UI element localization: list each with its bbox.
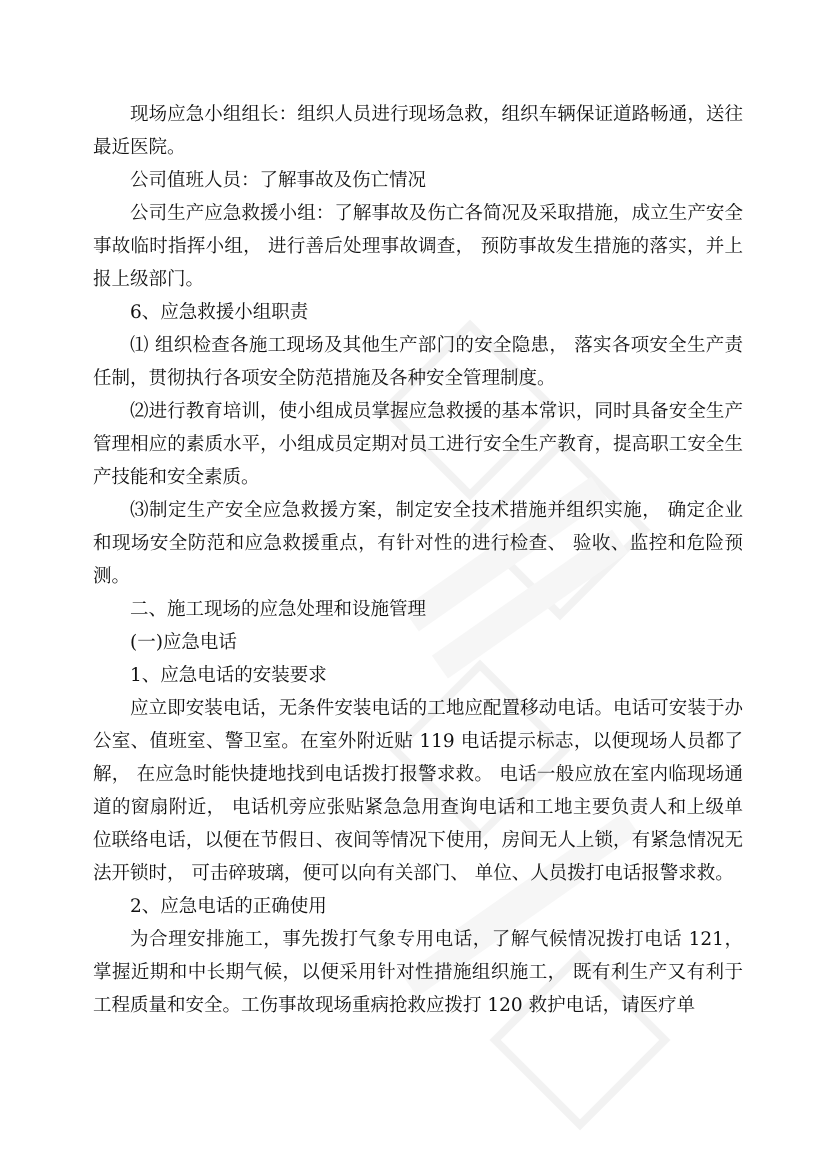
heading-phone-installation: 1、应急电话的安装要求 (130, 665, 327, 686)
heading-site-emergency: 二、施工现场的应急处理和设施管理 (130, 599, 427, 620)
paragraph-duty-1: ⑴ 组织检查各施工现场及其他生产部门的安全隐患， 落实各项安全生产责任制，贯彻执行各项安全防范措施及各种安全管理制度。 (93, 335, 743, 389)
paragraph-site-leader: 现场应急小组组长：组织人员进行现场急救，组织车辆保证道路畅通，送往最近医院。 (93, 104, 743, 158)
paragraph-company-duty: 公司值班人员：了解事故及伤亡情况 (130, 170, 427, 191)
heading-team-duties: 6、应急救援小组职责 (130, 302, 309, 323)
heading-phone-usage: 2、应急电话的正确使用 (130, 896, 327, 917)
paragraph-duty-3: ⑶制定生产安全应急救援方案，制定安全技术措施并组织实施， 确定企业和现场安全防范和应急救援重点，有针对性的进行检查、 验收、监控和危险预测。 (93, 500, 743, 587)
document-body (93, 98, 743, 1022)
paragraph-duty-2: ⑵进行教育培训，使小组成员掌握应急救援的基本常识，同时具备安全生产管理相应的素质水平，小组成员定期对员工进行安全生产教育，提高职工安全生产技能和安全素质。 (93, 401, 743, 488)
heading-emergency-phone: (一)应急电话 (130, 632, 237, 653)
paragraph-phone-installation: 应立即安装电话，无条件安装电话的工地应配置移动电话。电话可安装于办公室、值班室、警卫室。在室外附近贴 119 电话提示标志，以便现场人员都了解， 在应急时能快捷地找到电话拨打报警求救。 电话一般应放在室内临现场通道的窗扇附近， 电话机旁应张贴紧急急用查询电话和工地主要负责人和上级单位联络电话，以便在节假日、夜间等情况下使用，房间无人上锁，有紧急情况无法开锁时， 可击碎玻璃，便可以向有关部门、 单位、人员拨打电话报警求救。 (93, 698, 743, 884)
paragraph-company-rescue-team: 公司生产应急救援小组：了解事故及伤亡各简况及采取措施，成立生产安全事故临时指挥小组， 进行善后处理事故调查， 预防事故发生措施的落实，并上报上级部门。 (93, 203, 743, 290)
paragraph-phone-usage: 为合理安排施工，事先拨打气象专用电话，了解气候情况拨打电话 121，掌握近期和中长期气候，以便采用针对性措施组织施工， 既有利生产又有利于工程质量和安全。工伤事故现场重病抢救应拨打 120 救护电话，请医疗单 (93, 929, 743, 1016)
